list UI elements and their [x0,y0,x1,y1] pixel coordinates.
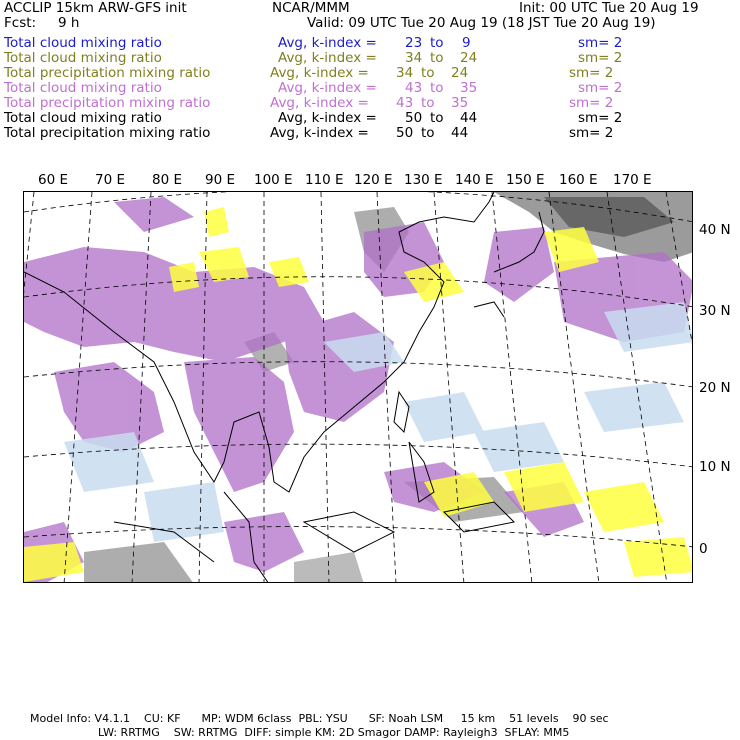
legend-row-sm: sm= 2 [578,35,623,51]
legend-row-avg: Avg, k-index = [270,95,369,111]
lon-label: 90 E [205,172,235,188]
legend-row-sm: sm= 2 [569,125,614,141]
map-canvas [24,192,693,583]
legend-row-sm: sm= 2 [578,50,623,66]
lon-label: 70 E [95,172,125,188]
lon-label: 120 E [354,172,393,188]
lat-label: 0 [699,541,708,557]
institution: NCAR/MMM [272,0,350,16]
valid-time: Valid: 09 UTC Tue 20 Aug 19 (18 JST Tue 20 Aug 19) [307,15,656,31]
lat-label: 20 N [699,380,731,396]
legend-row-to: to [421,125,435,141]
legend-row-kto: 44 [451,125,469,141]
legend-row-avg: Avg, k-index = [270,65,369,81]
legend-row-sm: sm= 2 [578,80,623,96]
model-info-line1: Model Info: V4.1.1 CU: KF MP: WDM 6class PBL: YSU SF: Noah LSM 15 km 51 levels 90 sec [30,712,609,725]
legend-row-kfrom: 34 [396,65,414,81]
legend-row-field: Total precipitation mixing ratio [4,65,211,81]
legend-row-field: Total precipitation mixing ratio [4,95,211,111]
lon-label: 110 E [305,172,344,188]
legend-row-sm: sm= 2 [569,95,614,111]
lon-label: 170 E [613,172,652,188]
legend-row-kfrom: 43 [396,95,414,111]
legend-row-kfrom: 34 [405,50,423,66]
legend-row-kfrom: 50 [405,110,423,126]
legend-row-field: Total cloud mixing ratio [4,50,162,66]
legend-row-field: Total cloud mixing ratio [4,35,162,51]
legend-row-avg: Avg, k-index = [278,110,377,126]
legend-row-avg: Avg, k-index = [278,35,377,51]
fcst-label: Fcst: [4,15,37,31]
legend-row-to: to [430,50,444,66]
legend-row-kto: 9 [462,35,471,51]
model-title: ACCLIP 15km ARW-GFS init [4,0,187,16]
legend-row-to: to [430,110,444,126]
legend-row-kto: 24 [460,50,478,66]
lon-label: 130 E [404,172,443,188]
legend-row-to: to [430,35,444,51]
model-info-line2: LW: RRTMG SW: RRTMG DIFF: simple KM: 2D Smagor DAMP: Rayleigh3 SFLAY: MM5 [98,726,570,739]
lon-label: 140 E [455,172,494,188]
lon-label: 80 E [152,172,182,188]
legend-row-to: to [421,95,435,111]
legend-row-avg: Avg, k-index = [278,80,377,96]
lon-label: 60 E [38,172,68,188]
lon-label: 160 E [559,172,598,188]
lat-label: 30 N [699,303,731,319]
legend-row-kto: 35 [460,80,478,96]
lon-label: 100 E [254,172,293,188]
legend-row-avg: Avg, k-index = [270,125,369,141]
legend-row-sm: sm= 2 [569,65,614,81]
legend-row-to: to [421,65,435,81]
legend-row-kto: 35 [451,95,469,111]
fcst-value: 9 h [58,15,80,31]
legend-row-avg: Avg, k-index = [278,50,377,66]
legend-row-kfrom: 43 [405,80,423,96]
legend-row-sm: sm= 2 [578,110,623,126]
legend-row-kto: 44 [460,110,478,126]
init-time: Init: 00 UTC Tue 20 Aug 19 [519,0,699,16]
legend-row-field: Total precipitation mixing ratio [4,125,211,141]
legend-row-to: to [430,80,444,96]
legend-row-field: Total cloud mixing ratio [4,110,162,126]
legend-row-kfrom: 23 [405,35,423,51]
lat-label: 10 N [699,459,731,475]
lon-label: 150 E [506,172,545,188]
forecast-map [23,191,693,583]
legend-row-field: Total cloud mixing ratio [4,80,162,96]
legend-row-kfrom: 50 [396,125,414,141]
lat-label: 40 N [699,222,731,238]
legend-row-kto: 24 [451,65,469,81]
